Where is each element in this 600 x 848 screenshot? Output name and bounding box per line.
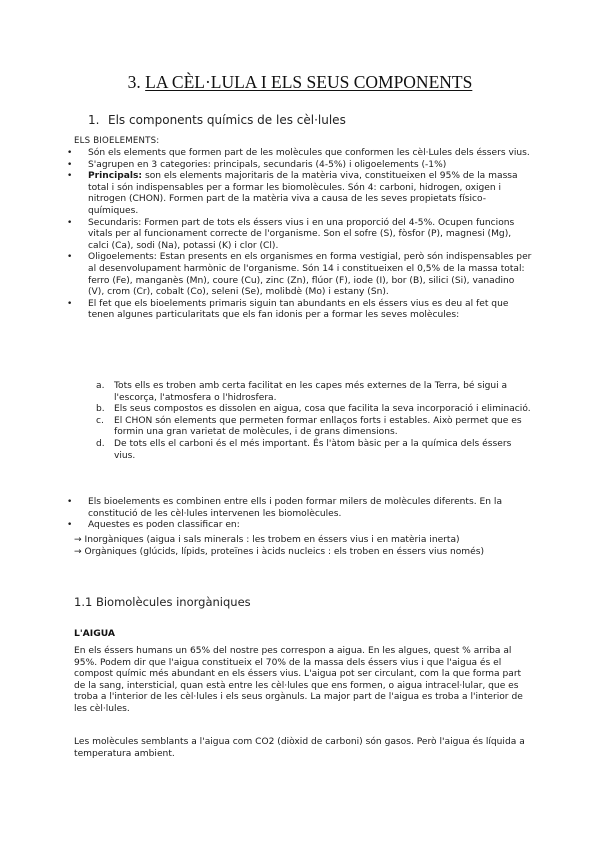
section-heading-text: Els components químics de les cèl·lules — [108, 113, 346, 127]
title-prefix: 3. — [127, 72, 146, 92]
bullet-bold-term: Principals: — [88, 171, 143, 182]
particularities-sublist — [88, 381, 533, 462]
classification-item: → Orgàniques (glúcids, lípids, proteïnes i àcids nucleics : els troben en éssers vius només) — [74, 546, 485, 557]
biomolecules-bullet-list — [88, 497, 533, 532]
aigua-heading: L'AIGUA — [74, 628, 116, 639]
bullet-text: Secundaris: Formen part de tots els éssers vius i en una proporció del 4-5%. Ocupen funcions vitals per al funcionament correcte de l'organisme. Son el sofre (S), fòsfor (P), magnesi (Mg), calci (Ca), sodi (Na), potassi (K) i clor (Cl). — [88, 217, 515, 251]
section-heading-1 — [88, 113, 346, 127]
sublist-text: Els seus compostos es dissolen en aigua, cosa que facilita la seva incorporació i eliminació. — [114, 404, 531, 415]
title-underlined: LA CÈL·LULA I ELS SEUS COMPONENTS — [145, 72, 473, 92]
bullet-item — [88, 497, 533, 520]
classification-list — [74, 535, 534, 558]
bullet-text: Aquestes es poden classificar en: — [88, 520, 240, 531]
bullet-text: Els bioelements es combinen entre ells i poden formar milers de molècules diferents. En la constitució de les cèl·lules intervenen les biomolècules. — [88, 497, 503, 519]
bullet-item — [88, 160, 533, 172]
bullet-text: son els elements majoritaris de la matèria viva, constitueixen el 95% de la massa total i són indispensables per a formar les biomolècules. Són 4: carboni, hidrogen, oxigen i nitrogen (CHON). Formen part de la matèria viva a causa de les seves propietats físico-químiques. — [88, 171, 518, 216]
bullet-item — [88, 299, 533, 322]
sublist-marker: d. — [96, 438, 105, 449]
bullet-item — [88, 520, 533, 532]
bullet-text: S'agrupen en 3 categories: principals, secundaris (4-5%) i oligoelements (-1%) — [88, 159, 447, 170]
sublist-text: De tots ells el carboni és el més important. És l'àtom bàsic per a la química dels éssers vius. — [114, 438, 512, 461]
aigua-paragraph-2: Les molècules semblants a l'aigua com CO2 (diòxid de carboni) són gasos. Però l'aigua és líquida a temperatura ambient. — [74, 737, 525, 759]
classification-item: → Inorgàniques (aigua i sals minerals : les trobem en éssers vius i en matèria inerta) — [74, 535, 460, 545]
sublist-item — [88, 381, 533, 404]
bullet-item — [88, 148, 533, 160]
sublist-item — [88, 439, 533, 462]
bullet-text: Oligoelements: Estan presents en els organismes en forma vestigial, però són indispensables per al desenvolupament harmònic de l'organisme. Són 14 i constitueixen el 0,5% de la massa total: ferro (Fe), manganès (Mn), coure (Cu), zinc (Zn), flúor (F), iode (I), bor (B), silici (Si), vanadino (V), crom (Cr), cobalt (Co), seleni (Se), molibdè (Mo) i estany (Sn). — [88, 252, 532, 298]
sublist-text: Tots ells es troben amb certa facilitat en les capes més externes de la Terra, bé sigui a l'escorça, l'atmosfera o l'hidrosfera. — [114, 381, 508, 403]
bullet-text: Són els elements que formen part de les molècules que conformen les cèl·Lules dels éssers vius. — [88, 148, 530, 158]
bioelements-label: ELS BIOELEMENTS: — [74, 136, 160, 146]
sublist-item — [88, 404, 533, 416]
bullet-item — [88, 252, 533, 298]
sublist-marker: c. — [96, 415, 104, 426]
sublist-marker: a. — [96, 381, 105, 391]
bullet-item — [88, 171, 533, 217]
page-title — [0, 72, 600, 93]
sublist-text: El CHON són elements que permeten formar enllaços forts i estables. Això permet que es formin una gran varietat de molècules, i de grans dimensions. — [114, 415, 522, 438]
sublist-item — [88, 416, 533, 439]
sublist-marker: b. — [96, 404, 105, 415]
section-number: 1. — [88, 113, 100, 127]
bullet-item — [88, 218, 533, 253]
aigua-paragraph-1: En els éssers humans un 65% del nostre pes correspon a aigua. En les algues, quest % arriba al 95%. Podem dir que l'aigua constitueix el 70% de la massa dels éssers vius i que l'aigua és el compost químic més abundant en els éssers vius. L'aigua pot ser circulant, com la que forma part de la sang, intersticial, quan està entre les cèl·lules que ens formen, o aigua intracel·lular, que es troba a l'interior de les cèl·lules i els seus orgànuls. La major part de l'aigua es troba a l'interior de les cèl·lules. — [74, 646, 523, 714]
bioelements-bullet-list — [88, 148, 533, 322]
bullet-text: El fet que els bioelements primaris siguin tan abundants en els éssers vius es deu al fet que tenen algunes particularitats que els fan idonis per a formar les seves molècules: — [88, 298, 509, 321]
section-heading-1-1: 1.1 Biomolècules inorgàniques — [74, 595, 251, 609]
